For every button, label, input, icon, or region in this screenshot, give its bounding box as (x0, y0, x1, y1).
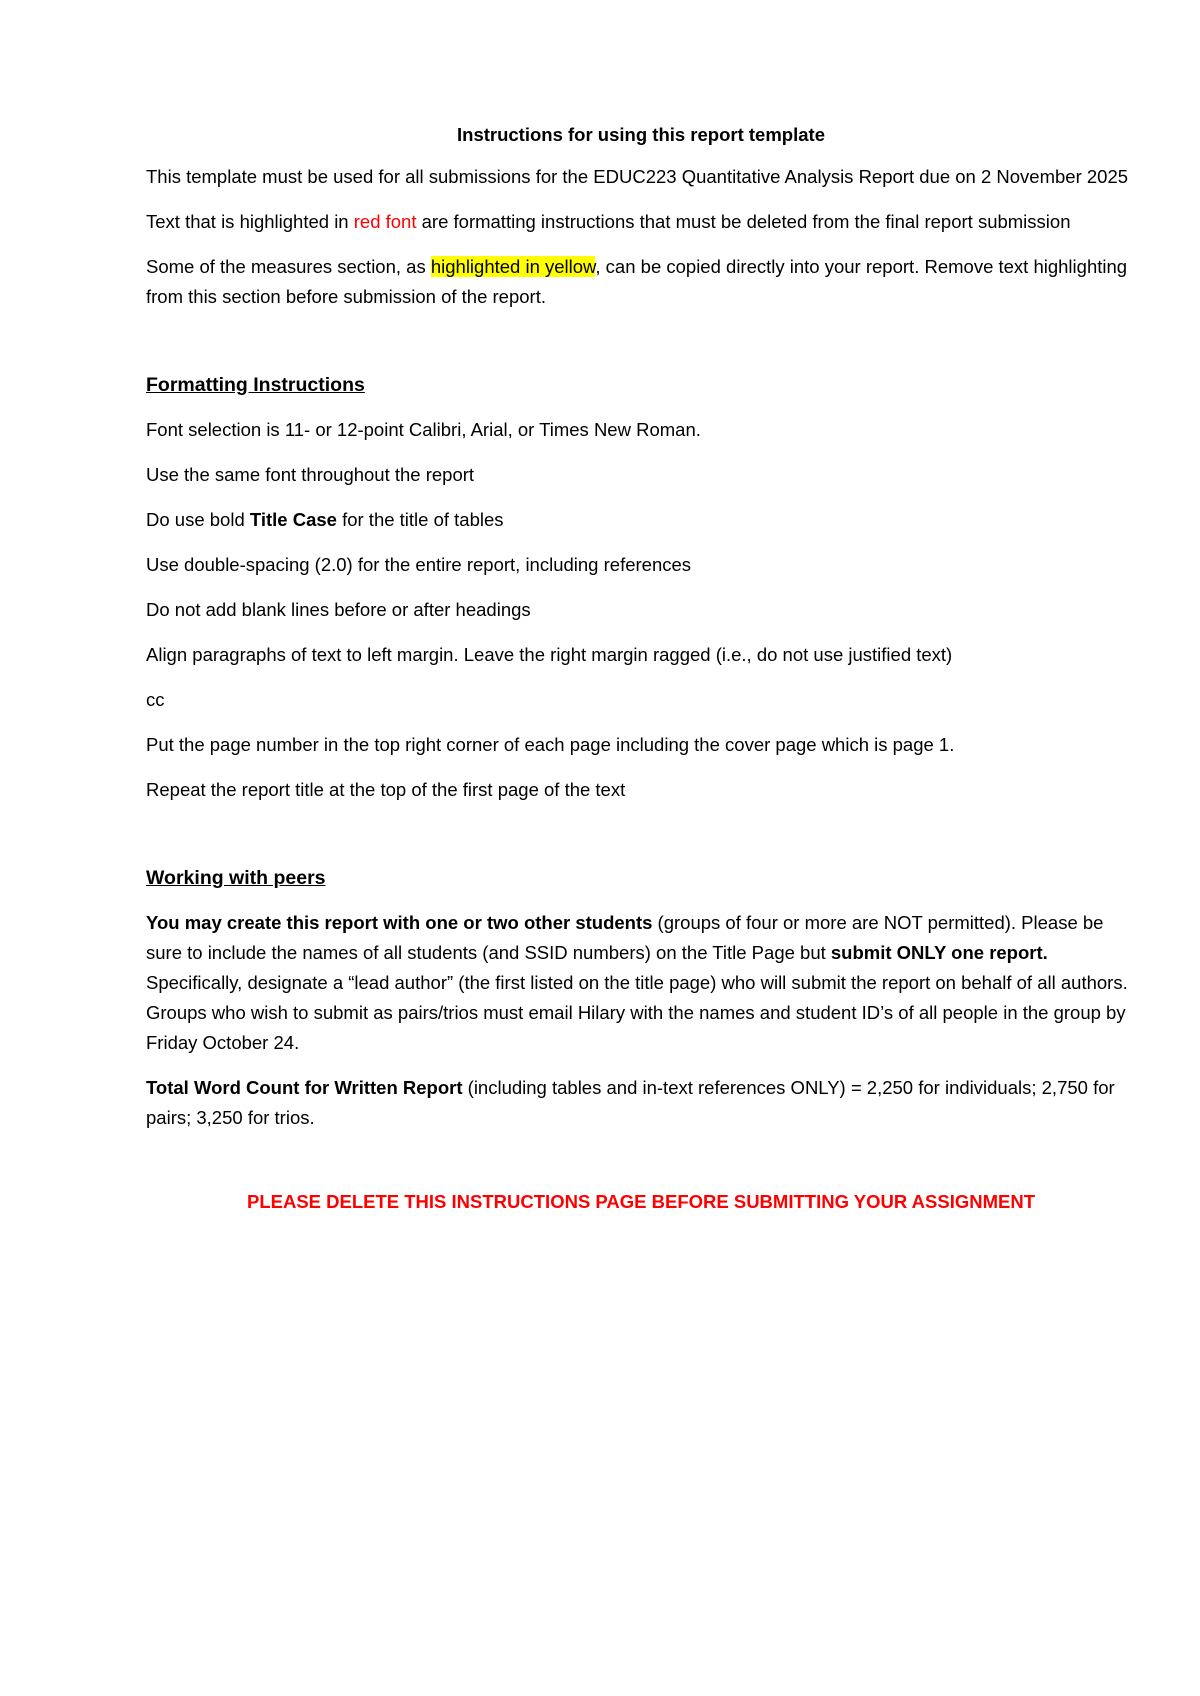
page-title: Instructions for using this report template (457, 124, 825, 145)
delete-page-notice: PLEASE DELETE THIS INSTRUCTIONS PAGE BEFORE SUBMITTING YOUR ASSIGNMENT (246, 1191, 1036, 1212)
formatting-item: Put the page number in the top right corner of each page including the cover page which is page 1. (146, 734, 955, 755)
intro-paragraph-3-text-end: , can be copied directly into your report. Remove text highlighting from this section before submission of the report. (146, 256, 1128, 307)
intro-paragraph-3-text: Some of the measures section, as (146, 256, 431, 277)
peers-text-b: Specifically, designate a “lead author” (the first listed on the title page) who will submit the report on behalf of all authors. Groups who wish to submit as pairs/trios must email Hilary with the names and student ID’s of all people in the group by Friday October 24. (146, 972, 1128, 1053)
formatting-item: Repeat the report title at the top of the first page of the text (146, 779, 626, 800)
peers-bold-lead: You may create this report with one or two other students (146, 912, 653, 933)
formatting-item: Align paragraphs of text to left margin. Leave the right margin ragged (i.e., do not use justified text) (146, 644, 953, 665)
peers-text-a: (groups of four or more are NOT permitted). Please be sure to include the names of all students (and SSID numbers) on the Title Page but (146, 912, 1104, 963)
intro-paragraph-3 (146, 252, 1136, 312)
intro-paragraph-2-text-end: are formatting instructions that must be deleted from the final report submission (416, 211, 1071, 232)
intro-paragraph-2 (146, 207, 1136, 237)
peers-heading: Working with peers (146, 867, 326, 889)
formatting-item: cc (146, 689, 165, 710)
formatting-item: Do not add blank lines before or after headings (146, 599, 531, 620)
yellow-highlight-sample: highlighted in yellow (430, 256, 596, 277)
formatting-item: Use the same font throughout the report (146, 464, 475, 485)
intro-paragraph-2-text: Text that is highlighted in (146, 211, 354, 232)
formatting-item: Use double-spacing (2.0) for the entire report, including references (146, 554, 692, 575)
formatting-item (146, 505, 1136, 535)
intro-paragraph-1: This template must be used for all submissions for the EDUC223 Quantitative Analysis Report due on 2 November 2025 (146, 166, 1129, 187)
title-case-bold: Title Case (249, 509, 337, 530)
peers-paragraph-1 (146, 908, 1136, 1058)
formatting-item: Font selection is 11- or 12-point Calibri, Arial, or Times New Roman. (146, 419, 701, 440)
peers-paragraph-2 (146, 1073, 1136, 1133)
page-content (146, 120, 1136, 1232)
word-count-text: (including tables and in-text references ONLY) = 2,250 for individuals; 2,750 for pairs; 3,250 for trios. (146, 1077, 1115, 1128)
peers-bold-submit: submit ONLY one report. (830, 942, 1048, 963)
word-count-bold: Total Word Count for Written Report (146, 1077, 463, 1098)
formatting-list (146, 415, 1136, 805)
formatting-item-text: Do use bold (146, 509, 250, 530)
formatting-item-text-end: for the title of tables (336, 509, 504, 530)
formatting-heading: Formatting Instructions (146, 374, 365, 396)
red-font-sample: red font (353, 211, 417, 232)
